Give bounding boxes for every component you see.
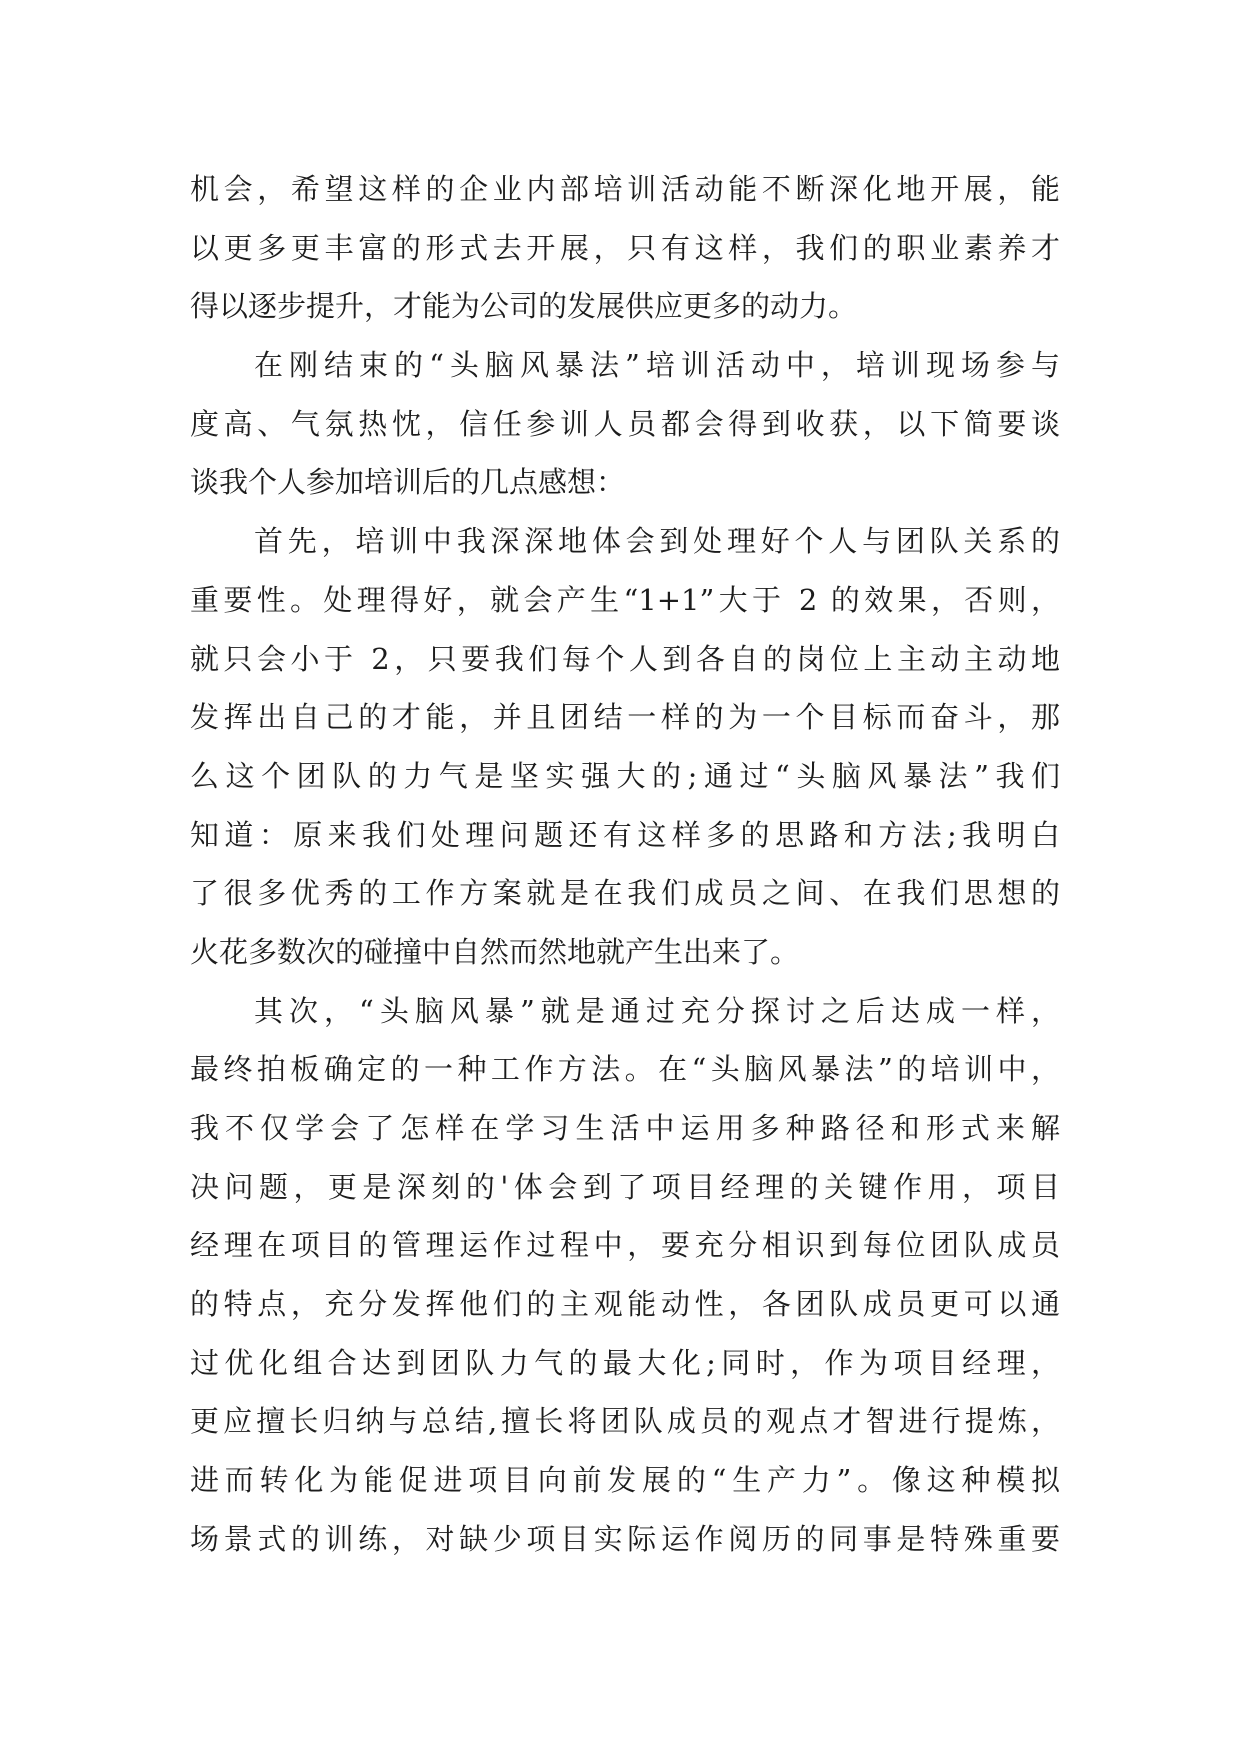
- text-line: 最终拍板确定的一种工作方法。在“头脑风暴法”的培训中，: [190, 1052, 1060, 1087]
- text-line: 发挥出自己的才能，并且团结一样的为一个目标而奋斗，那: [190, 700, 1060, 735]
- text-line: 以更多更丰富的形式去开展，只有这样，我们的职业素养才: [190, 230, 1060, 265]
- text-line: 决问题，更是深刻的'体会到了项目经理的关键作用，项目: [190, 1169, 1060, 1204]
- text-line: 在刚结束的“头脑风暴法”培训活动中，培训现场参与: [254, 348, 1060, 383]
- text-line: 机会，希望这样的企业内部培训活动能不断深化地开展，能: [190, 172, 1060, 206]
- text-line: 过优化组合达到团队力气的最大化;同时，作为项目经理，: [190, 1345, 1060, 1380]
- text-line: 了很多优秀的工作方案就是在我们成员之间、在我们思想的: [190, 876, 1060, 911]
- text-line: 其次，“头脑风暴”就是通过充分探讨之后达成一样，: [254, 993, 1060, 1028]
- text-line: 度高、气氛热忱，信任参训人员都会得到收获，以下简要谈: [190, 406, 1060, 441]
- text-line: 场景式的训练，对缺少项目实际运作阅历的同事是特殊重要: [190, 1521, 1060, 1556]
- text-line: 知道：原来我们处理问题还有这样多的思路和方法;我明白: [190, 817, 1060, 852]
- text-line: 进而转化为能促进项目向前发展的“生产力”。像这种模拟: [190, 1463, 1060, 1498]
- text-line: 重要性。处理得好，就会产生“1+1”大于 2 的效果，否则，: [190, 582, 1060, 617]
- text-line: 经理在项目的管理运作过程中，要充分相识到每位团队成员: [190, 1228, 1060, 1263]
- text-line: 么这个团队的力气是坚实强大的;通过“头脑风暴法”我们: [190, 758, 1060, 793]
- text-line: 的特点，充分发挥他们的主观能动性，各团队成员更可以通: [190, 1287, 1060, 1322]
- text-line: 得以逐步提升，才能为公司的发展供应更多的动力。: [190, 289, 858, 324]
- text-line: 更应擅长归纳与总结,擅长将团队成员的观点才智进行提炼，: [190, 1404, 1060, 1439]
- text-line: 就只会小于 2，只要我们每个人到各自的岗位上主动主动地: [190, 641, 1060, 676]
- text-line: 火花多数次的碰撞中自然而然地就产生出来了。: [190, 934, 800, 969]
- text-line: 首先，培训中我深深地体会到处理好个人与团队关系的: [254, 524, 1060, 559]
- text-line: 我不仅学会了怎样在学习生活中运用多种路径和形式来解: [190, 1111, 1060, 1145]
- text-line: 谈我个人参加培训后的几点感想：: [190, 465, 626, 500]
- body-text: [190, 160, 1060, 1569]
